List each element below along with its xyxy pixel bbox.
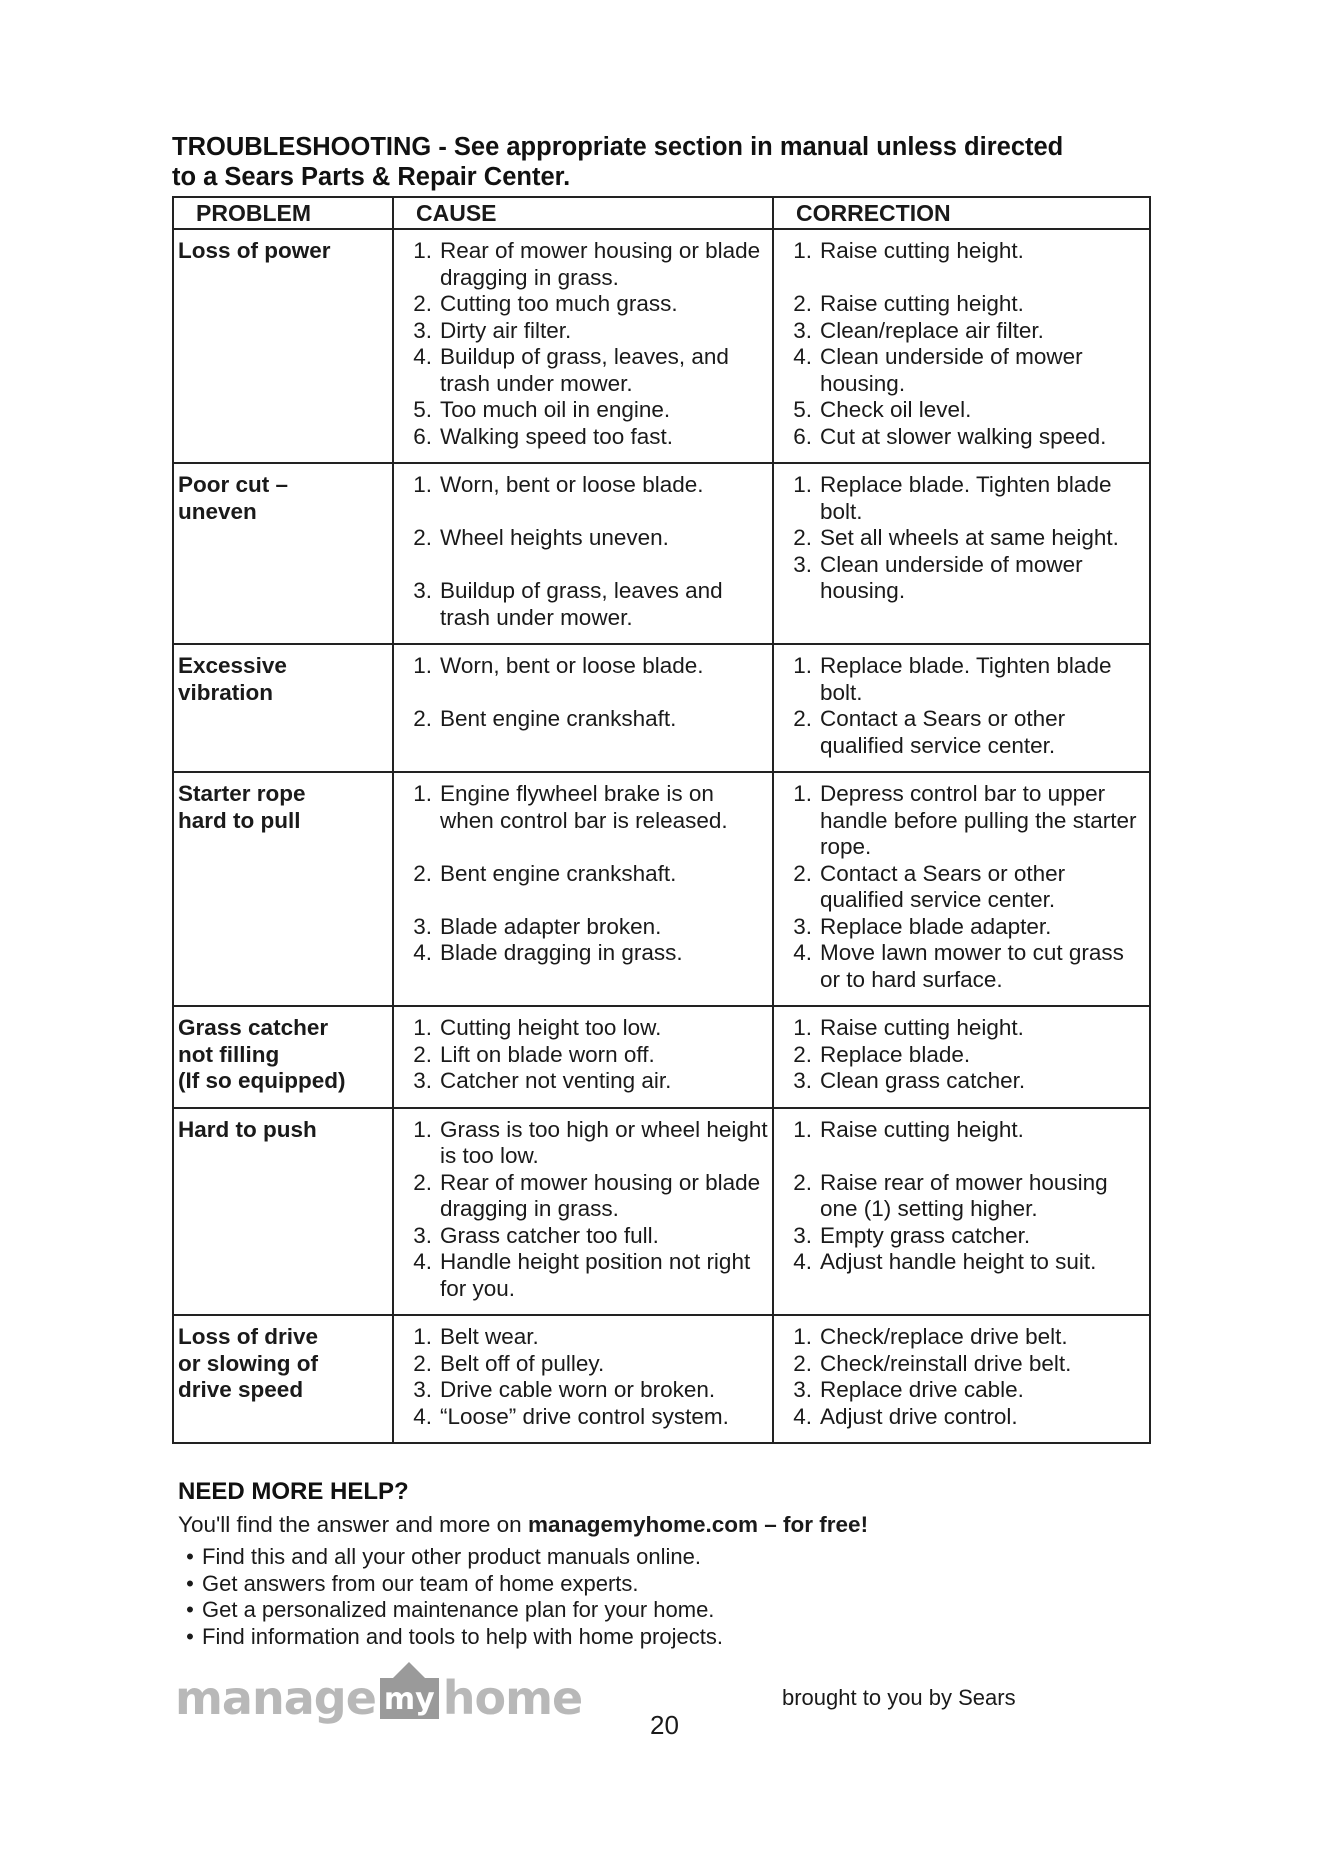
item-number: 3. [413, 1377, 432, 1402]
page-title [172, 132, 1172, 192]
item-number: 3. [793, 317, 812, 343]
problem-line: Hard to push [178, 1116, 317, 1142]
item-number: 1. [413, 238, 432, 263]
cause-cell [393, 1315, 773, 1443]
byline: brought to you by Sears [782, 1685, 1016, 1710]
cause-cell [393, 229, 773, 463]
item-text: Dirty air filter. [440, 317, 572, 343]
item-text: Set all wheels at same height. [820, 525, 1119, 550]
list-item [778, 861, 1145, 914]
problem-cell [173, 229, 393, 463]
problem-line: Excessive [178, 653, 287, 678]
list-item [398, 1249, 768, 1302]
item-text: Clean grass catcher. [820, 1068, 1026, 1093]
item-number: 1. [413, 781, 432, 806]
item-number: 5. [413, 397, 432, 422]
table-header-row [173, 197, 1150, 229]
item-number: 1. [413, 1324, 432, 1349]
problem-line: not filling [178, 1041, 280, 1067]
item-number: 4. [413, 1403, 432, 1429]
column-header-cause: CAUSE [393, 197, 773, 229]
item-text: Cutting height too low. [440, 1015, 662, 1040]
item-number: 3. [413, 913, 432, 939]
problem-cell [173, 1315, 393, 1443]
correction-cell [773, 1108, 1150, 1316]
item-number: 3. [793, 1068, 812, 1093]
list-item [398, 291, 768, 318]
item-text: Empty grass catcher. [820, 1222, 1031, 1248]
item-number: 5. [793, 397, 812, 422]
list-item [778, 1042, 1145, 1069]
logo-text-home: home [442, 1671, 583, 1725]
item-text: Belt off of pulley. [440, 1350, 605, 1376]
cause-cell [393, 644, 773, 772]
item-number: 2. [413, 860, 432, 886]
item-text: Replace drive cable. [820, 1377, 1024, 1402]
help-intro-text: You'll find the answer and more on [178, 1512, 522, 1537]
item-text: Depress control bar to upper handle before pulling the starter rope. [820, 781, 1137, 859]
item-number: 4. [793, 940, 812, 965]
problem-cell [173, 644, 393, 772]
list-item [398, 1351, 768, 1378]
list-item [398, 706, 768, 733]
item-number: 1. [793, 472, 812, 497]
logo-house-icon [380, 1678, 439, 1719]
list-item [398, 344, 768, 397]
list-item [778, 397, 1145, 424]
logo-text-my: my [383, 1681, 435, 1717]
item-text: Blade dragging in grass. [440, 940, 683, 965]
problem-cell [173, 772, 393, 1006]
item-text: Walking speed too fast. [440, 423, 674, 449]
item-text: Bent engine crankshaft. [440, 860, 677, 886]
correction-cell [773, 1006, 1150, 1108]
item-number: 1. [413, 653, 432, 678]
item-text: Clean/replace air filter. [820, 317, 1044, 343]
list-item [398, 1117, 768, 1170]
list-item [398, 1015, 768, 1042]
item-number: 3. [413, 1068, 432, 1093]
troubleshooting-table [172, 196, 1151, 1444]
item-text: Replace blade adapter. [820, 913, 1052, 939]
list-item [398, 318, 768, 345]
list-item [778, 552, 1145, 605]
item-text: Adjust handle height to suit. [820, 1249, 1097, 1274]
table-row [173, 229, 1150, 463]
item-text: Cutting too much grass. [440, 291, 678, 316]
item-number: 2. [413, 1041, 432, 1067]
item-text: Too much oil in engine. [440, 397, 671, 422]
list-item [778, 344, 1145, 397]
item-number: 3. [413, 317, 432, 343]
item-text: Move lawn mower to cut grass or to hard surface. [820, 940, 1124, 992]
item-text: Drive cable worn or broken. [440, 1377, 716, 1402]
correction-cell [773, 644, 1150, 772]
problem-line: vibration [178, 679, 274, 705]
item-text: Check oil level. [820, 397, 972, 422]
item-text: Adjust drive control. [820, 1403, 1018, 1429]
item-number: 2. [793, 706, 812, 731]
item-text: Grass catcher too full. [440, 1222, 659, 1248]
list-item [398, 914, 768, 941]
table-row [173, 1108, 1150, 1316]
item-text: Clean underside of mower housing. [820, 551, 1083, 603]
list-item [778, 1351, 1145, 1378]
item-number: 3. [793, 1377, 812, 1402]
help-intro [178, 1512, 868, 1538]
item-text: Contact a Sears or other qualified service center. [820, 860, 1066, 912]
list-item [398, 1068, 768, 1095]
list-item [398, 397, 768, 424]
item-number: 3. [793, 1222, 812, 1248]
item-number: 4. [793, 1249, 812, 1274]
problem-line: Grass catcher [178, 1015, 329, 1040]
item-text: Rear of mower housing or blade dragging in grass. [440, 1169, 761, 1221]
list-item [398, 472, 768, 499]
item-text: Worn, bent or loose blade. [440, 653, 704, 678]
list-item: • Find this and all your other product manuals online. [178, 1544, 723, 1571]
problem-line: (If so equipped) [178, 1068, 346, 1093]
list-item [398, 1324, 768, 1351]
correction-cell [773, 463, 1150, 644]
item-text: Replace blade. Tighten blade bolt. [820, 653, 1112, 705]
list-item [398, 1404, 768, 1431]
item-text: Check/replace drive belt. [820, 1324, 1068, 1349]
item-number: 3. [413, 578, 432, 603]
item-number: 2. [413, 1169, 432, 1195]
list-item: • Get answers from our team of home experts. [178, 1571, 723, 1598]
item-number: 2. [413, 1350, 432, 1376]
item-number: 2. [413, 291, 432, 316]
item-text: Bent engine crankshaft. [440, 706, 677, 731]
item-text: Contact a Sears or other qualified service center. [820, 706, 1066, 758]
item-number: 2. [793, 1041, 812, 1067]
item-text: Buildup of grass, leaves and trash under mower. [440, 578, 723, 630]
problem-line: or slowing of [178, 1350, 318, 1376]
item-number: 2. [793, 1350, 812, 1376]
problem-line: hard to pull [178, 807, 301, 833]
cause-cell [393, 772, 773, 1006]
item-text: Rear of mower housing or blade dragging in grass. [440, 238, 761, 290]
table-row [173, 1006, 1150, 1108]
item-number: 2. [793, 291, 812, 316]
item-number: 4. [793, 344, 812, 369]
item-text: Raise cutting height. [820, 238, 1024, 263]
list-item [398, 861, 768, 888]
list-item [778, 424, 1145, 451]
problem-line: Loss of power [178, 238, 331, 263]
list-item [398, 1223, 768, 1250]
list-item [398, 940, 768, 967]
item-text: Raise cutting height. [820, 291, 1024, 316]
item-number: 1. [793, 1324, 812, 1349]
list-item [398, 424, 768, 451]
correction-cell [773, 772, 1150, 1006]
item-text: Worn, bent or loose blade. [440, 472, 704, 497]
problem-line: drive speed [178, 1377, 304, 1402]
list-item [778, 1377, 1145, 1404]
list-item [778, 1223, 1145, 1250]
item-text: Engine flywheel brake is on when control bar is released. [440, 781, 728, 833]
column-header-correction: CORRECTION [773, 197, 1150, 229]
list-item [398, 781, 768, 834]
title-line-1: TROUBLESHOOTING - See appropriate section in manual unless directed [172, 133, 1064, 161]
item-number: 4. [413, 940, 432, 965]
item-number: 4. [413, 344, 432, 369]
item-number: 1. [413, 472, 432, 497]
list-item [778, 1015, 1145, 1042]
item-number: 3. [413, 1222, 432, 1248]
correction-cell [773, 229, 1150, 463]
item-number: 6. [413, 423, 432, 449]
list-item [398, 578, 768, 631]
help-site-link[interactable]: managemyhome.com – for free! [527, 1512, 869, 1537]
item-text: Clean underside of mower housing. [820, 344, 1083, 396]
list-item [398, 238, 768, 291]
logo-roof-icon [393, 1662, 425, 1678]
table-row [173, 463, 1150, 644]
item-number: 1. [793, 781, 812, 806]
list-item [778, 653, 1145, 706]
item-text: Replace blade. Tighten blade bolt. [820, 472, 1112, 524]
problem-line: Poor cut – [178, 472, 289, 497]
item-number: 2. [793, 1169, 812, 1195]
list-item [778, 472, 1145, 525]
list-item: • Find information and tools to help with home projects. [178, 1624, 723, 1651]
problem-line: Starter rope [178, 781, 306, 806]
item-number: 2. [793, 860, 812, 886]
item-number: 2. [413, 706, 432, 731]
list-item [778, 291, 1145, 318]
problem-line: Loss of drive [178, 1324, 319, 1349]
cause-cell [393, 1108, 773, 1316]
item-text: Lift on blade worn off. [440, 1041, 655, 1067]
item-number: 1. [413, 1015, 432, 1040]
list-item: • Get a personalized maintenance plan for your home. [178, 1597, 723, 1624]
list-item [778, 781, 1145, 861]
item-text: Handle height position not right for you. [440, 1249, 751, 1301]
problem-cell [173, 1108, 393, 1316]
list-item [778, 1324, 1145, 1351]
item-number: 3. [793, 551, 812, 577]
list-item [398, 653, 768, 680]
list-item [778, 1068, 1145, 1095]
item-text: Check/reinstall drive belt. [820, 1350, 1072, 1376]
managemyhome-logo [175, 1672, 582, 1724]
item-text: Raise cutting height. [820, 1116, 1024, 1142]
problem-cell [173, 1006, 393, 1108]
item-number: 1. [413, 1116, 432, 1142]
list-item [778, 1170, 1145, 1223]
item-text: Wheel heights uneven. [440, 525, 669, 550]
problem-cell [173, 463, 393, 644]
item-text: Blade adapter broken. [440, 913, 662, 939]
item-text: Belt wear. [440, 1324, 539, 1349]
item-number: 1. [793, 653, 812, 678]
list-item [778, 318, 1145, 345]
table-row [173, 1315, 1150, 1443]
list-item [398, 1170, 768, 1223]
list-item [778, 1249, 1145, 1276]
table-row [173, 772, 1150, 1006]
item-number: 2. [413, 525, 432, 550]
item-number: 4. [413, 1249, 432, 1274]
column-header-problem: PROBLEM [173, 197, 393, 229]
item-text: Catcher not venting air. [440, 1068, 672, 1093]
item-number: 4. [793, 1403, 812, 1429]
item-number: 1. [793, 1015, 812, 1040]
help-bullet-list [178, 1544, 723, 1650]
list-item [398, 1377, 768, 1404]
list-item [778, 1117, 1145, 1144]
list-item [398, 525, 768, 552]
item-text: “Loose” drive control system. [440, 1403, 729, 1429]
title-line-2: to a Sears Parts & Repair Center. [172, 163, 571, 191]
logo-text-manage: manage [175, 1671, 376, 1725]
cause-cell [393, 463, 773, 644]
item-text: Cut at slower walking speed. [820, 423, 1107, 449]
table-row [173, 644, 1150, 772]
page-number: 20 [650, 1710, 679, 1740]
list-item [778, 940, 1145, 993]
list-item [778, 1404, 1145, 1431]
item-text: Raise rear of mower housing one (1) setting higher. [820, 1169, 1108, 1221]
list-item [778, 238, 1145, 265]
help-heading: NEED MORE HELP? [178, 1478, 409, 1505]
list-item [778, 914, 1145, 941]
correction-cell [773, 1315, 1150, 1443]
item-number: 1. [793, 1116, 812, 1142]
cause-cell [393, 1006, 773, 1108]
item-text: Replace blade. [820, 1041, 971, 1067]
list-item [778, 525, 1145, 552]
problem-line: uneven [178, 498, 257, 524]
item-number: 2. [793, 525, 812, 550]
item-number: 6. [793, 423, 812, 449]
list-item [398, 1042, 768, 1069]
item-text: Buildup of grass, leaves, and trash under mower. [440, 344, 729, 396]
item-number: 3. [793, 913, 812, 939]
item-number: 1. [793, 238, 812, 263]
list-item [778, 706, 1145, 759]
item-text: Grass is too high or wheel height is too low. [440, 1116, 768, 1168]
item-text: Raise cutting height. [820, 1015, 1024, 1040]
